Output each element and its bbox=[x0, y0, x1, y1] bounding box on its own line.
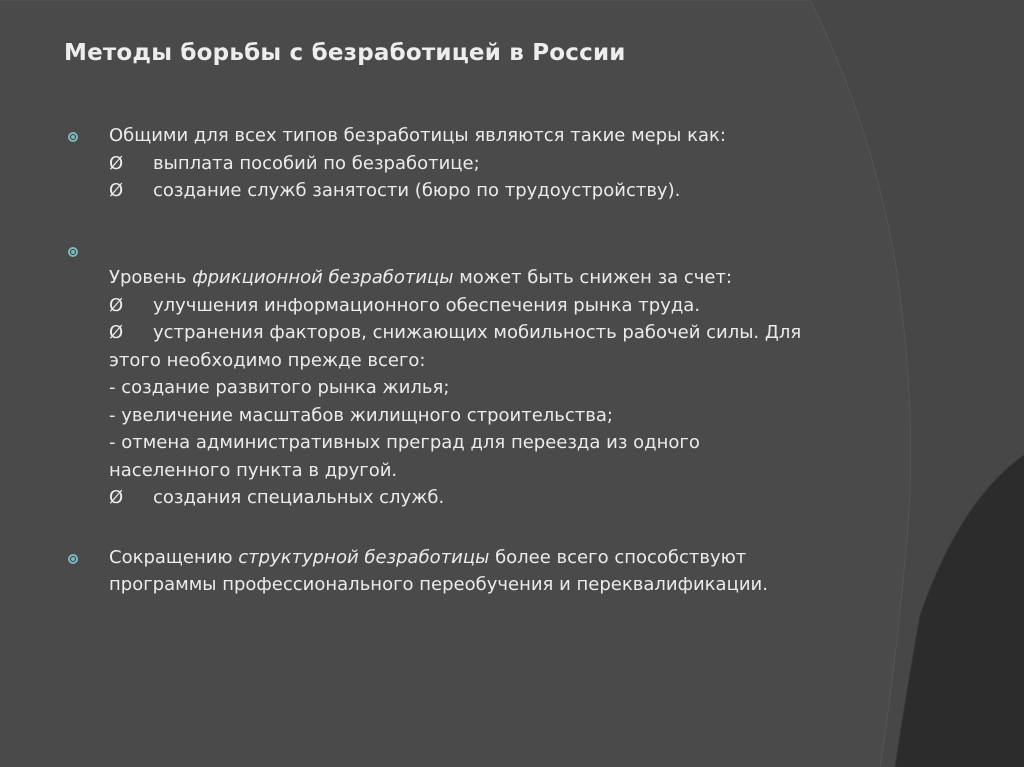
slide-title: Методы борьбы с безработицей в России bbox=[64, 40, 626, 66]
empty-set-marker: Ø bbox=[109, 322, 124, 343]
dash-item: населенного пункта в другой. bbox=[109, 459, 398, 481]
empty-set-marker: Ø bbox=[109, 152, 124, 174]
bullet-icon bbox=[68, 132, 78, 142]
continuation-text: этого необходимо прежде всего: bbox=[109, 349, 426, 371]
italic-term: структурной безработицы bbox=[238, 546, 490, 568]
dash-item: - отмена административных преград для переезда из одного bbox=[109, 432, 700, 453]
bullet-text-line2: программы профессионального переобучения и переквалификации. bbox=[109, 574, 768, 595]
sub-item: Ø создание служб занятости (бюро по трудоустройству). bbox=[109, 177, 964, 205]
bullet-icon bbox=[68, 247, 78, 257]
bullet-text: Общими для всех типов безработицы являются такие меры как: bbox=[109, 125, 726, 146]
dash-item: - создание развитого рынка жилья; bbox=[109, 377, 450, 398]
bullet-text: Сокращению структурной безработицы более всего способствуют bbox=[109, 546, 747, 568]
bullet-text: Уровень фрикционной безработицы может быть снижен за счет: bbox=[109, 267, 733, 288]
bullet-frictional bbox=[64, 237, 964, 512]
bullet-structural bbox=[64, 544, 964, 599]
bullet-general-measures bbox=[64, 122, 964, 205]
empty-set-marker: Ø bbox=[109, 487, 124, 508]
sub-item: Ø устранения факторов, снижающих мобильность рабочей силы. Для bbox=[109, 319, 964, 347]
empty-set-marker: Ø bbox=[109, 180, 124, 201]
bullet-icon bbox=[68, 554, 78, 564]
sub-item: Ø создания специальных служб. bbox=[109, 484, 964, 512]
sub-item: Ø улучшения информационного обеспечения рынка труда. bbox=[109, 292, 964, 320]
sub-item: Ø выплата пособий по безработице; bbox=[109, 150, 964, 178]
dash-item: - увеличение масштабов жилищного строительства; bbox=[109, 404, 613, 426]
italic-term: фрикционной безработицы bbox=[192, 267, 454, 288]
slide-body bbox=[64, 122, 964, 599]
bullet-empty-line bbox=[109, 237, 964, 265]
empty-set-marker: Ø bbox=[109, 294, 124, 316]
